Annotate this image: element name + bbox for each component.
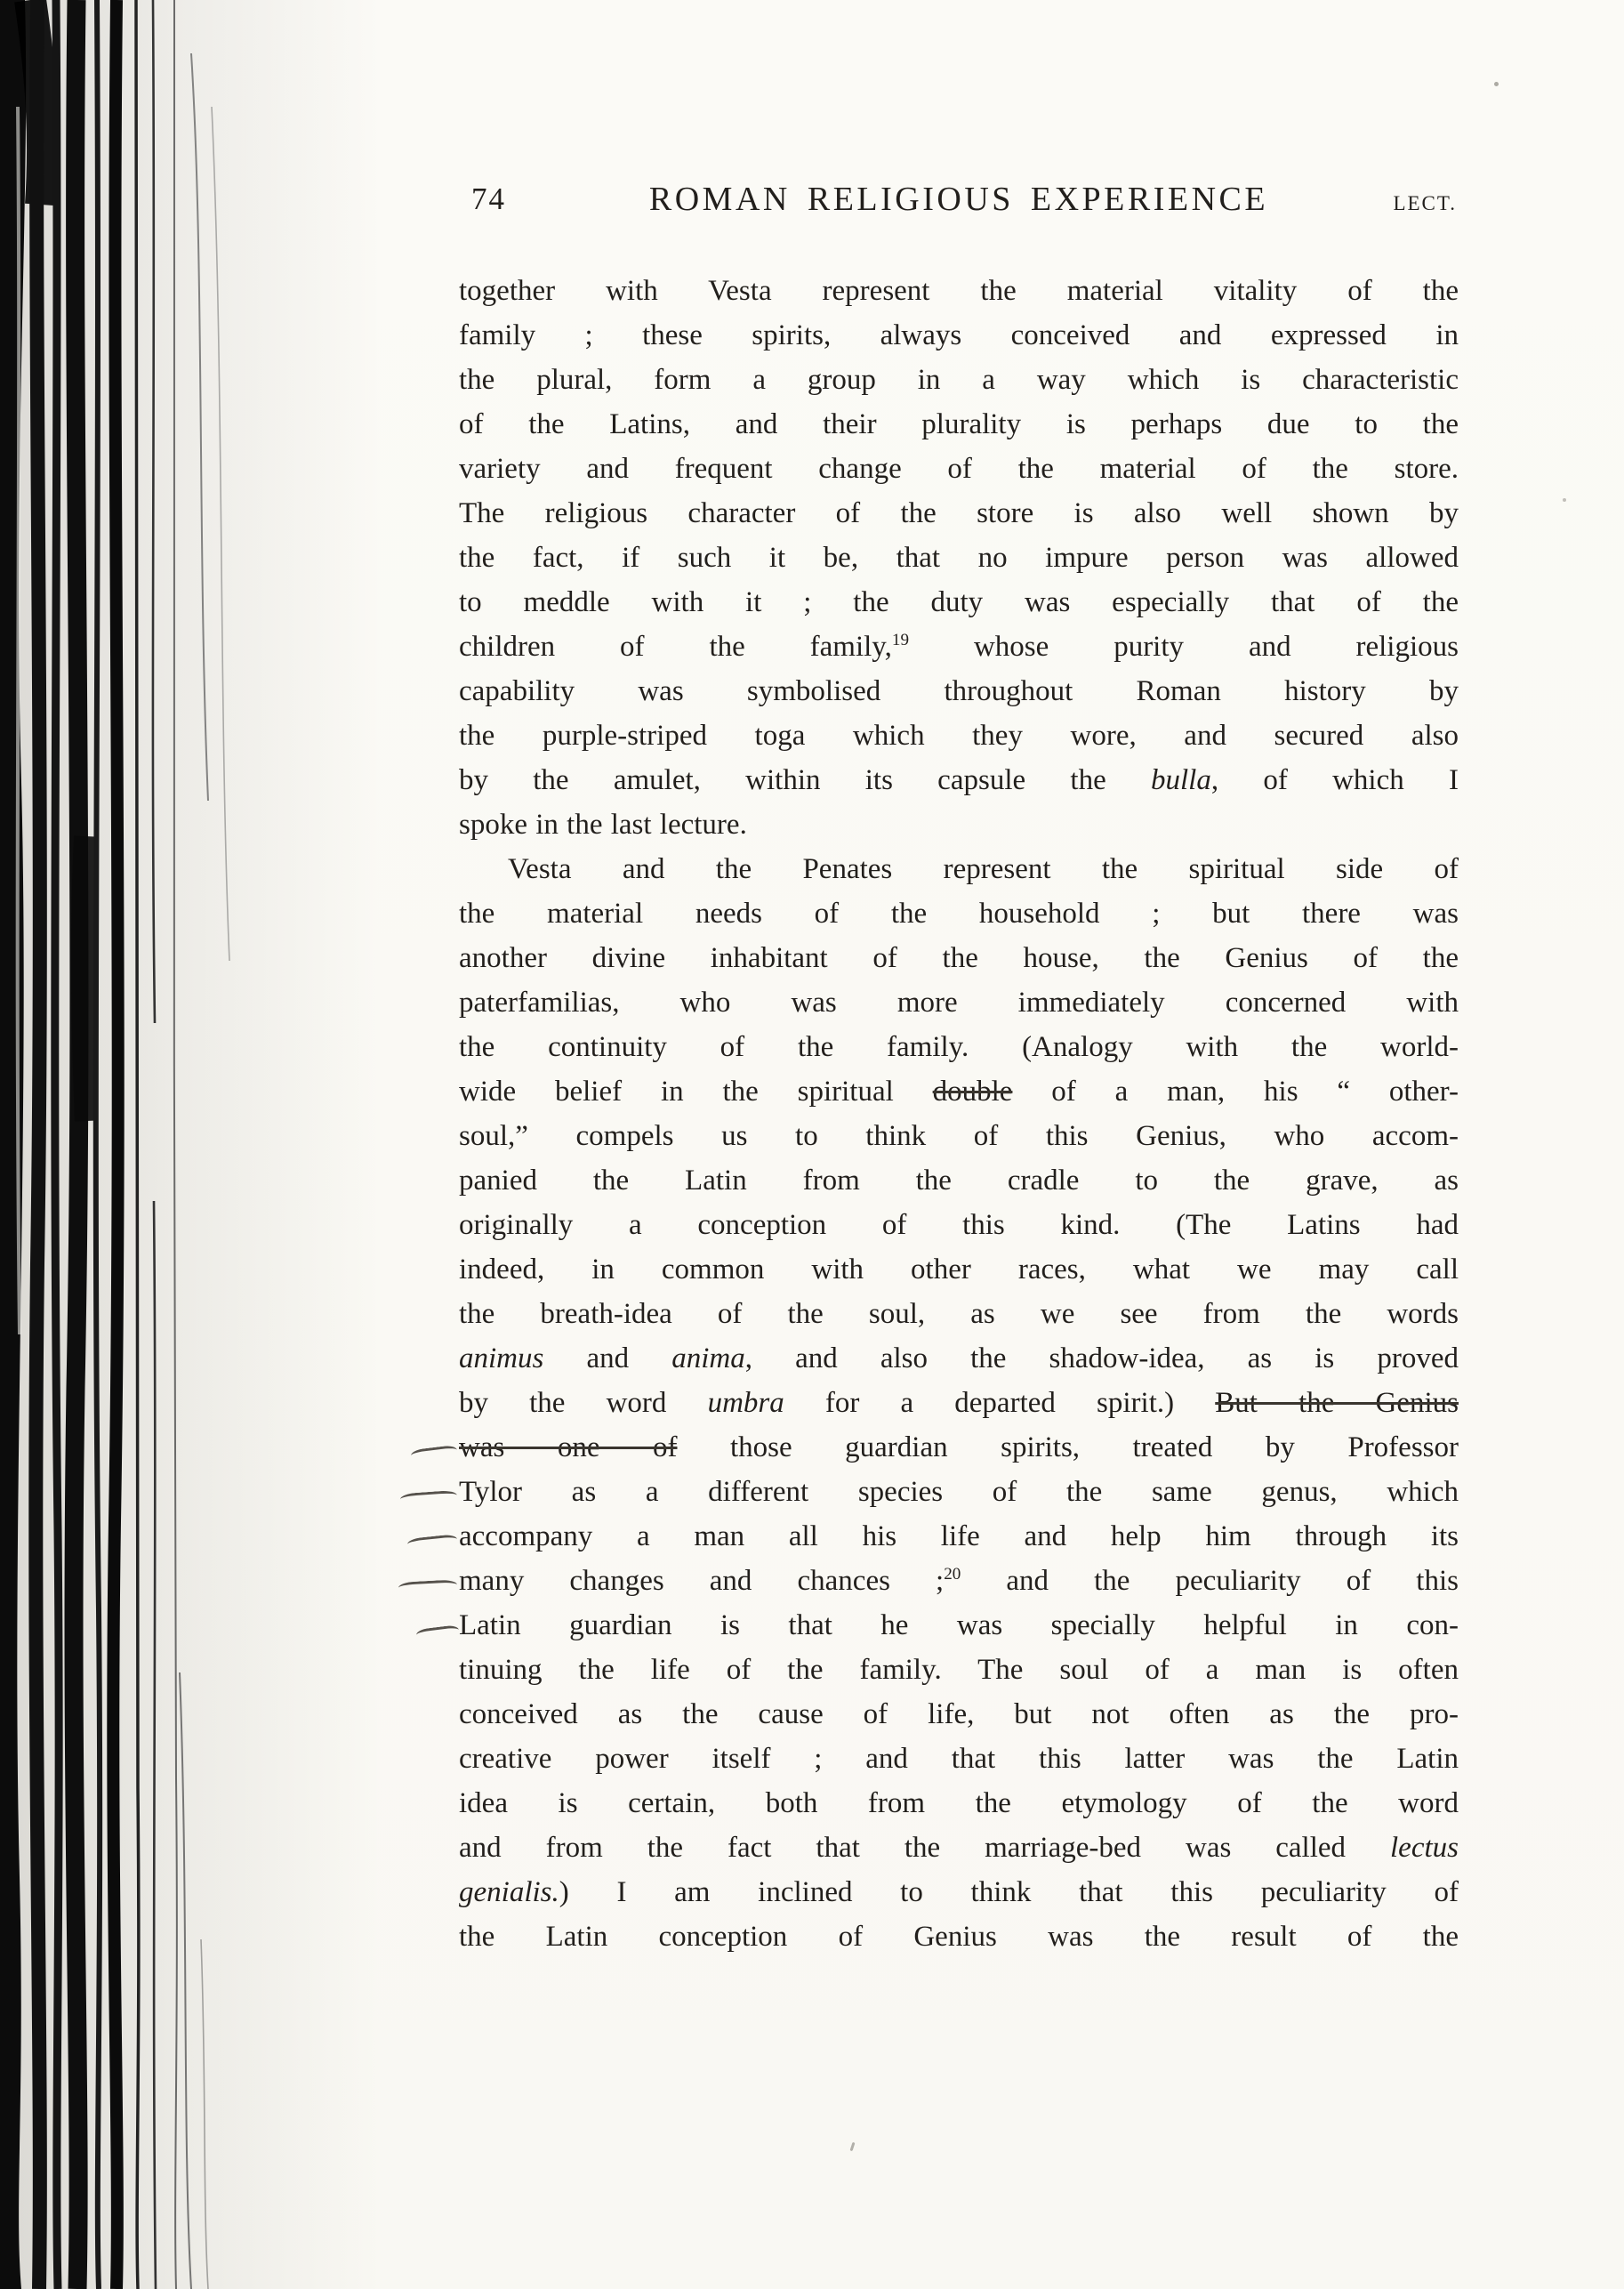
text-segment: family ; these spirits, always conceived and expressed in	[459, 319, 1459, 351]
text-segment: ) I am inclined to think that this peculiarity of	[559, 1876, 1459, 1908]
text-segment: together with Vesta represent the material vitality of the	[459, 275, 1459, 307]
text-segment: , and also the shadow-idea, as is proved	[744, 1342, 1459, 1374]
text-segment: by the amulet, within its capsule the	[459, 764, 1151, 796]
text-line	[459, 491, 1459, 536]
text-line	[459, 1069, 1459, 1114]
text-line	[459, 1247, 1459, 1292]
text-segment: panied the Latin from the cradle to the grave, as	[459, 1165, 1459, 1197]
text-segment: variety and frequent change of the material of the store.	[459, 453, 1459, 485]
text-segment: whose purity and religious	[909, 631, 1459, 663]
scan-speck	[850, 2142, 856, 2151]
text-segment: for a departed spirit.)	[784, 1387, 1216, 1419]
text-segment: the plural, form a group in a way which is characteristic	[459, 364, 1459, 396]
text-segment-sup: 19	[891, 631, 910, 649]
text-segment-italic: lectus	[1390, 1832, 1459, 1864]
page-number: 74	[471, 181, 506, 216]
text-line	[459, 580, 1459, 625]
text-line	[459, 1781, 1459, 1826]
text-segment: The religious character of the store is also well shown by	[459, 497, 1459, 529]
header-corner-label: LECT.	[1393, 192, 1457, 214]
text-segment: many changes and chances ;	[459, 1565, 945, 1597]
text-segment-strike: But the Genius	[1215, 1387, 1459, 1419]
text-line	[459, 669, 1459, 713]
text-line	[459, 536, 1459, 580]
text-segment: the Latin conception of Genius was the result of the	[459, 1921, 1459, 1953]
text-segment: of the Latins, and their plurality is perhaps due to the	[459, 408, 1459, 440]
text-lines	[459, 269, 1459, 1959]
text-line	[459, 1914, 1459, 1959]
text-segment: soul,” compels us to think of this Genius, who accom-	[459, 1120, 1459, 1152]
text-segment: of a man, his “ other-	[1012, 1076, 1459, 1108]
text-segment: the continuity of the family. (Analogy with the world-	[459, 1031, 1459, 1063]
text-line	[459, 1603, 1459, 1648]
text-segment: and from the fact that the marriage-bed was called	[459, 1832, 1391, 1864]
text-line	[459, 713, 1459, 758]
text-segment-strike: was one of	[459, 1431, 678, 1463]
binding-streaks-graphic	[0, 0, 285, 2289]
text-segment: , of which I	[1210, 764, 1459, 796]
text-line	[459, 1336, 1459, 1381]
book-binding-artifact	[0, 0, 285, 2289]
page-header	[459, 176, 1459, 222]
text-line	[459, 269, 1459, 313]
text-segment: by the word	[459, 1387, 708, 1419]
text-segment: Latin guardian is that he was specially helpful in con-	[459, 1609, 1459, 1641]
text-segment: another divine inhabitant of the house, the Genius of the	[459, 942, 1459, 974]
scan-speck	[1563, 498, 1566, 502]
text-line	[459, 1025, 1459, 1069]
text-segment: and the peculiarity of this	[961, 1565, 1459, 1597]
pen-margin-mark	[410, 1445, 457, 1461]
text-segment: children of the family,	[459, 631, 892, 663]
text-line	[459, 402, 1459, 447]
text-segment-italic: animus	[459, 1342, 544, 1374]
scan-speck	[1494, 82, 1499, 86]
text-segment-italic: bulla	[1150, 764, 1211, 796]
pen-margin-mark	[400, 1490, 458, 1504]
text-line	[459, 1292, 1459, 1336]
text-line	[459, 980, 1459, 1025]
text-segment: and	[543, 1342, 672, 1374]
text-line	[459, 1692, 1459, 1737]
running-title: ROMAN RELIGIOUS EXPERIENCE	[648, 181, 1269, 218]
text-segment: the material needs of the household ; but there was	[459, 898, 1459, 930]
text-segment-italic: anima	[671, 1342, 745, 1374]
text-segment: the purple-striped toga which they wore, and secured also	[459, 720, 1459, 752]
text-segment: spoke in the last lecture.	[459, 809, 747, 841]
text-line	[459, 847, 1459, 891]
text-segment: conceived as the cause of life, but not often as the pro-	[459, 1698, 1459, 1730]
pen-margin-mark	[415, 1624, 459, 1640]
text-line	[459, 936, 1459, 980]
text-segment: originally a conception of this kind. (The Latins had	[459, 1209, 1459, 1241]
pen-margin-mark	[407, 1534, 458, 1550]
text-segment: to meddle with it ; the duty was especially that of the	[459, 586, 1459, 618]
text-segment-sup: 20	[944, 1565, 961, 1584]
text-line	[459, 802, 1459, 847]
text-segment-strike: double	[932, 1076, 1013, 1108]
text-segment-italic: genialis.	[459, 1876, 559, 1908]
text-segment: creative power itself ; and that this latter was the Latin	[459, 1743, 1459, 1775]
text-line	[459, 625, 1459, 669]
text-line	[459, 1158, 1459, 1203]
text-segment: Vesta and the Penates represent the spiritual side of	[508, 853, 1459, 885]
text-line	[459, 758, 1459, 802]
text-segment: indeed, in common with other races, what we may call	[459, 1253, 1459, 1286]
text-segment: the breath-idea of the soul, as we see from the words	[459, 1298, 1459, 1330]
text-line	[459, 447, 1459, 491]
pen-margin-mark	[398, 1579, 458, 1592]
text-line	[459, 1114, 1459, 1158]
text-line	[459, 1559, 1459, 1603]
text-line	[459, 891, 1459, 936]
text-segment: paterfamilias, who was more immediately concerned with	[459, 987, 1459, 1019]
text-segment: the fact, if such it be, that no impure person was allowed	[459, 542, 1459, 574]
text-line	[459, 313, 1459, 358]
text-segment: Tylor as a different species of the same genus, which	[459, 1476, 1459, 1508]
text-line	[459, 1203, 1459, 1247]
text-line	[459, 1648, 1459, 1692]
text-segment: capability was symbolised throughout Roman history by	[459, 675, 1459, 707]
text-line	[459, 1470, 1459, 1514]
paragraph	[459, 269, 1459, 847]
paragraph	[459, 847, 1459, 1959]
text-line	[459, 1826, 1459, 1870]
text-line	[459, 1737, 1459, 1781]
text-line	[459, 1381, 1459, 1425]
text-segment: idea is certain, both from the etymology of the word	[459, 1787, 1459, 1819]
text-segment: tinuing the life of the family. The soul of a man is often	[459, 1654, 1459, 1686]
text-line	[459, 1870, 1459, 1914]
text-segment: those guardian spirits, treated by Professor	[677, 1431, 1459, 1463]
text-line	[459, 1425, 1459, 1470]
text-segment: accompany a man all his life and help him through its	[459, 1520, 1459, 1552]
text-segment: wide belief in the spiritual	[459, 1076, 933, 1108]
text-segment-italic: umbra	[707, 1387, 784, 1419]
text-line	[459, 1514, 1459, 1559]
text-line	[459, 358, 1459, 402]
